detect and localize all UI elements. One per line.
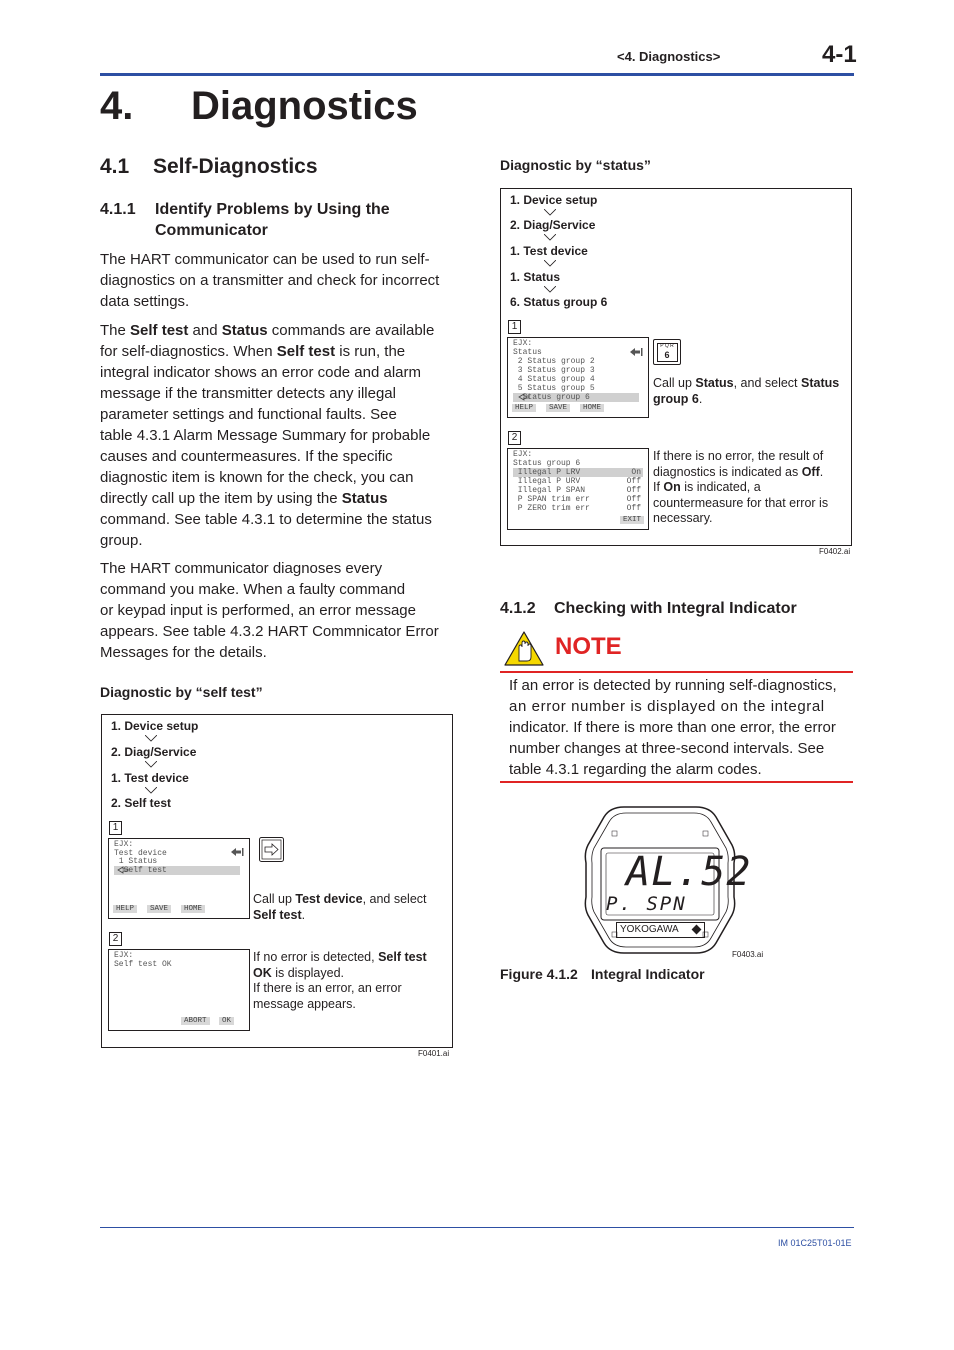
brand-plate bbox=[616, 922, 705, 938]
text-line: diagnostic item is known for the check, you can bbox=[100, 469, 414, 486]
document-id: IM 01C25T01-01E bbox=[778, 1238, 852, 1248]
key-letters: P Q R bbox=[660, 343, 674, 349]
text-line: table 4.3.1 Alarm Message Summary for probable bbox=[100, 427, 431, 444]
brand-diamond-icon bbox=[692, 925, 702, 935]
status-row: Illegal P URV Off bbox=[513, 477, 641, 486]
fig1-desc2: If no error is detected, Self test OK is displayed. If there is an error, an error message appears. bbox=[253, 950, 427, 1011]
softkey-help: HELP bbox=[512, 404, 536, 412]
status-row: P SPAN trim err Off bbox=[513, 495, 641, 504]
communicator-screen bbox=[507, 337, 649, 418]
screen-line: Status group 6 bbox=[513, 459, 581, 468]
fig2-box bbox=[500, 188, 852, 546]
softkey-save: SAVE bbox=[147, 905, 171, 913]
fig2-caption: Diagnostic by “status” bbox=[500, 157, 651, 173]
right-arrow-key-icon bbox=[259, 837, 284, 862]
text-line: diagnostics on a transmitter and check for incorrect bbox=[100, 272, 440, 289]
text-line: The HART communicator can be used to run self- bbox=[100, 251, 430, 268]
fig2-desc1: Call up Status, and select Status group 6. bbox=[653, 376, 840, 406]
text-line: an error number is displayed on the integral bbox=[509, 698, 825, 715]
text-line: command. See table 4.3.1 to determine the status bbox=[100, 511, 432, 528]
communicator-screen bbox=[507, 448, 649, 530]
text-line: The Self test and Status commands are available bbox=[100, 322, 435, 339]
section-4-1-2-number: 4.1.2 bbox=[500, 600, 536, 617]
text-line: table 4.3.1 regarding the alarm codes. bbox=[509, 761, 762, 778]
chapter-number: 4. bbox=[100, 84, 134, 128]
text-line: number changes at three-second intervals. See bbox=[509, 740, 825, 757]
chevron-down-icon bbox=[145, 787, 157, 794]
note-top-rule bbox=[500, 671, 853, 673]
screen-line: Status bbox=[513, 348, 542, 357]
softkey-home: HOME bbox=[580, 404, 604, 412]
text-line: directly call up the item by using the Status bbox=[100, 490, 388, 507]
caution-hand-icon bbox=[503, 630, 545, 667]
screen-line: EJX: bbox=[513, 339, 533, 348]
menu-item: 1. Test device bbox=[111, 771, 189, 785]
softkey-help: HELP bbox=[113, 905, 137, 913]
text-line: appears. See table 4.3.2 HART Commnicator Error bbox=[100, 623, 439, 640]
screen-line-selected: Status group 6 bbox=[513, 393, 639, 402]
chevron-down-icon bbox=[145, 735, 157, 742]
keypad-6-key bbox=[653, 339, 681, 365]
back-arrow-icon bbox=[230, 847, 244, 857]
screen-line: Self test OK bbox=[114, 960, 172, 969]
fig1-file-id: F0401.ai bbox=[418, 1049, 450, 1058]
fig2-desc2: If there is no error, the result of diagnostics is indicated as Off. If On is indicated, a countermeasure for that error is necessary. bbox=[653, 449, 829, 525]
softkey-ok: OK bbox=[219, 1017, 234, 1025]
text-line: group. bbox=[100, 532, 143, 549]
figure-caption-title: Integral Indicator bbox=[591, 966, 705, 982]
text-line: Messages for the details. bbox=[100, 644, 267, 661]
text-line: indicator. If there is more than one error, the error bbox=[509, 719, 836, 736]
title-line: Communicator bbox=[155, 222, 268, 239]
screen-line: 4 Status group 4 bbox=[513, 375, 595, 384]
menu-item: 2. Diag/Service bbox=[510, 218, 596, 232]
section-4-1-1-title bbox=[155, 199, 390, 241]
figure-caption-label: Figure 4.1.2 bbox=[500, 966, 578, 982]
title-line: Identify Problems by Using the bbox=[155, 201, 390, 218]
text-line: data settings. bbox=[100, 293, 190, 310]
menu-item: 2. Self test bbox=[111, 796, 172, 810]
chevron-down-icon bbox=[544, 234, 556, 241]
menu-item: 1. Status bbox=[510, 270, 561, 284]
screen-line: 1 Status bbox=[114, 857, 158, 866]
footer-rule bbox=[100, 1227, 854, 1228]
screen-line: 2 Status group 2 bbox=[513, 357, 595, 366]
step-number: 2 bbox=[508, 431, 521, 445]
note-body bbox=[509, 675, 849, 780]
softkey-abort: ABORT bbox=[181, 1017, 210, 1025]
pointer-hand-icon bbox=[518, 393, 530, 401]
softkey-home: HOME bbox=[181, 905, 205, 913]
indicator-sub-display: P. SPN bbox=[606, 893, 687, 915]
chevron-down-icon bbox=[145, 761, 157, 768]
text-line: The HART communicator diagnoses every bbox=[100, 560, 383, 577]
step-number: 2 bbox=[109, 932, 122, 946]
section-4-1-number: 4.1 bbox=[100, 155, 130, 178]
fig1-box bbox=[101, 714, 453, 1048]
communicator-screen bbox=[108, 949, 250, 1031]
page-number: 4-1 bbox=[822, 41, 857, 68]
paragraph-2 bbox=[100, 320, 465, 551]
screen-line: EJX: bbox=[513, 450, 533, 459]
screen-line: 5 Status group 5 bbox=[513, 384, 595, 393]
indicator-file-id: F0403.ai bbox=[732, 950, 764, 959]
header-section: <4. Diagnostics> bbox=[617, 49, 721, 64]
note-bottom-rule bbox=[500, 781, 853, 783]
menu-item: 2. Diag/Service bbox=[111, 745, 197, 759]
fig2-file-id: F0402.ai bbox=[819, 547, 851, 556]
pointer-hand-icon bbox=[117, 866, 129, 874]
paragraph-1 bbox=[100, 249, 460, 312]
status-row: Illegal P SPAN Off bbox=[513, 486, 641, 495]
status-row-selected: Illegal P LRV On bbox=[513, 468, 641, 477]
note-label: NOTE bbox=[555, 633, 622, 660]
screen-line: Test device bbox=[114, 849, 167, 858]
text-line: or keypad input is performed, an error message bbox=[100, 602, 416, 619]
softkey-exit: EXIT bbox=[620, 516, 644, 524]
menu-item: 1. Test device bbox=[510, 244, 588, 258]
indicator-main-display: AL.52 bbox=[626, 849, 752, 895]
softkey-save: SAVE bbox=[546, 404, 570, 412]
screen-line-selected: Self test bbox=[114, 866, 240, 875]
screen-line: 3 Status group 3 bbox=[513, 366, 595, 375]
text-line: for self-diagnostics. When Self test is run, the bbox=[100, 343, 406, 360]
chevron-down-icon bbox=[544, 260, 556, 267]
menu-item: 6. Status group 6 bbox=[510, 295, 608, 309]
menu-item: 1. Device setup bbox=[111, 719, 199, 733]
section-4-1-2-title: Checking with Integral Indicator bbox=[554, 600, 797, 617]
menu-item: 1. Device setup bbox=[510, 193, 598, 207]
communicator-screen bbox=[108, 838, 250, 919]
text-line: message if the transmitter detects any illegal bbox=[100, 385, 396, 402]
brand-logo: YOKOGAWA bbox=[620, 924, 679, 935]
chevron-down-icon bbox=[544, 286, 556, 293]
status-row: P ZERO trim err Off bbox=[513, 504, 641, 513]
step-number: 1 bbox=[109, 821, 122, 835]
text-line: command you make. When a faulty command bbox=[100, 581, 406, 598]
section-4-1-1-number: 4.1.1 bbox=[100, 201, 136, 218]
text-line: parameter settings and functional faults. See bbox=[100, 406, 397, 423]
chapter-title: Diagnostics bbox=[191, 84, 418, 128]
paragraph-3 bbox=[100, 558, 465, 663]
text-line: causes and countermeasures. If the specific bbox=[100, 448, 393, 465]
chevron-down-icon bbox=[544, 209, 556, 216]
header-rule bbox=[100, 73, 854, 76]
fig1-caption: Diagnostic by “self test” bbox=[100, 684, 263, 700]
step-number: 1 bbox=[508, 320, 521, 334]
text-line: If an error is detected by running self-diagnostics, bbox=[509, 677, 837, 694]
screen-line: EJX: bbox=[114, 951, 134, 960]
fig1-desc1: Call up Test device, and select Self test. bbox=[253, 892, 427, 922]
screen-line: EJX: bbox=[114, 840, 134, 849]
key-digit: 6 bbox=[664, 350, 670, 360]
section-4-1-title: Self-Diagnostics bbox=[153, 155, 318, 178]
back-arrow-icon bbox=[629, 347, 643, 357]
text-line: integral indicator shows an error code and alarm bbox=[100, 364, 421, 381]
